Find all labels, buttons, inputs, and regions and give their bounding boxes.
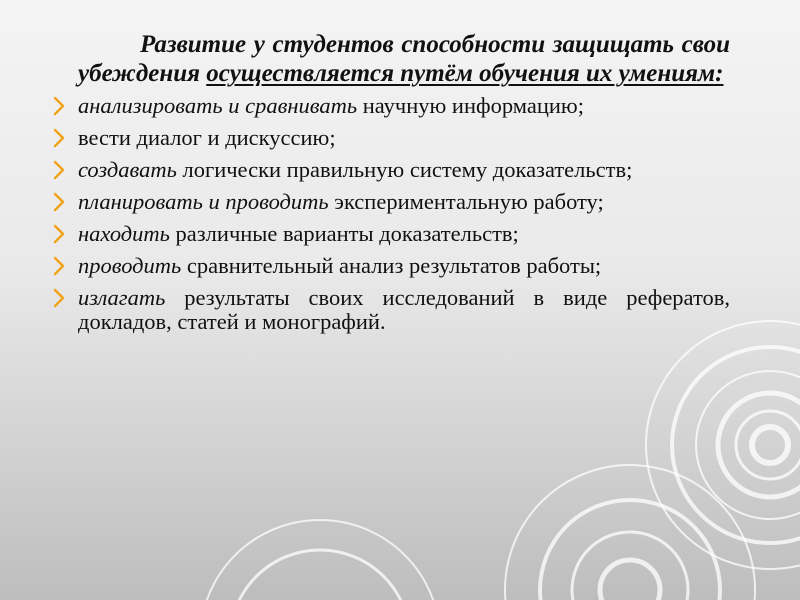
list-item <box>48 158 730 182</box>
skill-term: находить <box>78 221 170 246</box>
skill-term: создавать <box>78 157 177 182</box>
arrow-bullet-icon <box>52 95 66 117</box>
skill-text: сравнительный анализ результатов работы; <box>181 253 602 278</box>
list-item <box>48 286 730 334</box>
arrow-bullet-icon <box>52 127 66 149</box>
arrow-bullet-icon <box>52 287 66 309</box>
skill-text: вести диалог и дискуссию; <box>78 125 336 150</box>
heading-text-underlined: осуществляется путём обучения их умениям: <box>206 60 724 87</box>
skill-text: логически правильную систему доказательств; <box>176 157 633 182</box>
list-item <box>48 190 730 214</box>
arrow-bullet-icon <box>52 159 66 181</box>
arrow-bullet-icon <box>52 255 66 277</box>
list-item <box>48 126 730 150</box>
skill-term: планировать и проводить <box>78 189 329 214</box>
skill-term: излагать <box>78 285 166 310</box>
skill-text: экспериментальную работу; <box>328 189 604 214</box>
slide-content <box>48 30 730 342</box>
skill-text: научную информацию; <box>357 93 584 118</box>
arrow-bullet-icon <box>52 223 66 245</box>
arrow-bullet-icon <box>52 191 66 213</box>
skill-term: проводить <box>78 253 182 278</box>
skill-term: анализировать и сравнивать <box>78 93 358 118</box>
list-item <box>48 254 730 278</box>
skill-text: различные варианты доказательств; <box>169 221 519 246</box>
slide-heading <box>48 30 730 88</box>
heading-text-part1: Развитие у студентов способности защищать свои убеждения <box>78 31 730 87</box>
skills-list <box>48 94 730 334</box>
skill-text: результаты своих исследований в виде рефератов, докладов, статей и монографий. <box>78 285 730 334</box>
list-item <box>48 94 730 118</box>
list-item <box>48 222 730 246</box>
